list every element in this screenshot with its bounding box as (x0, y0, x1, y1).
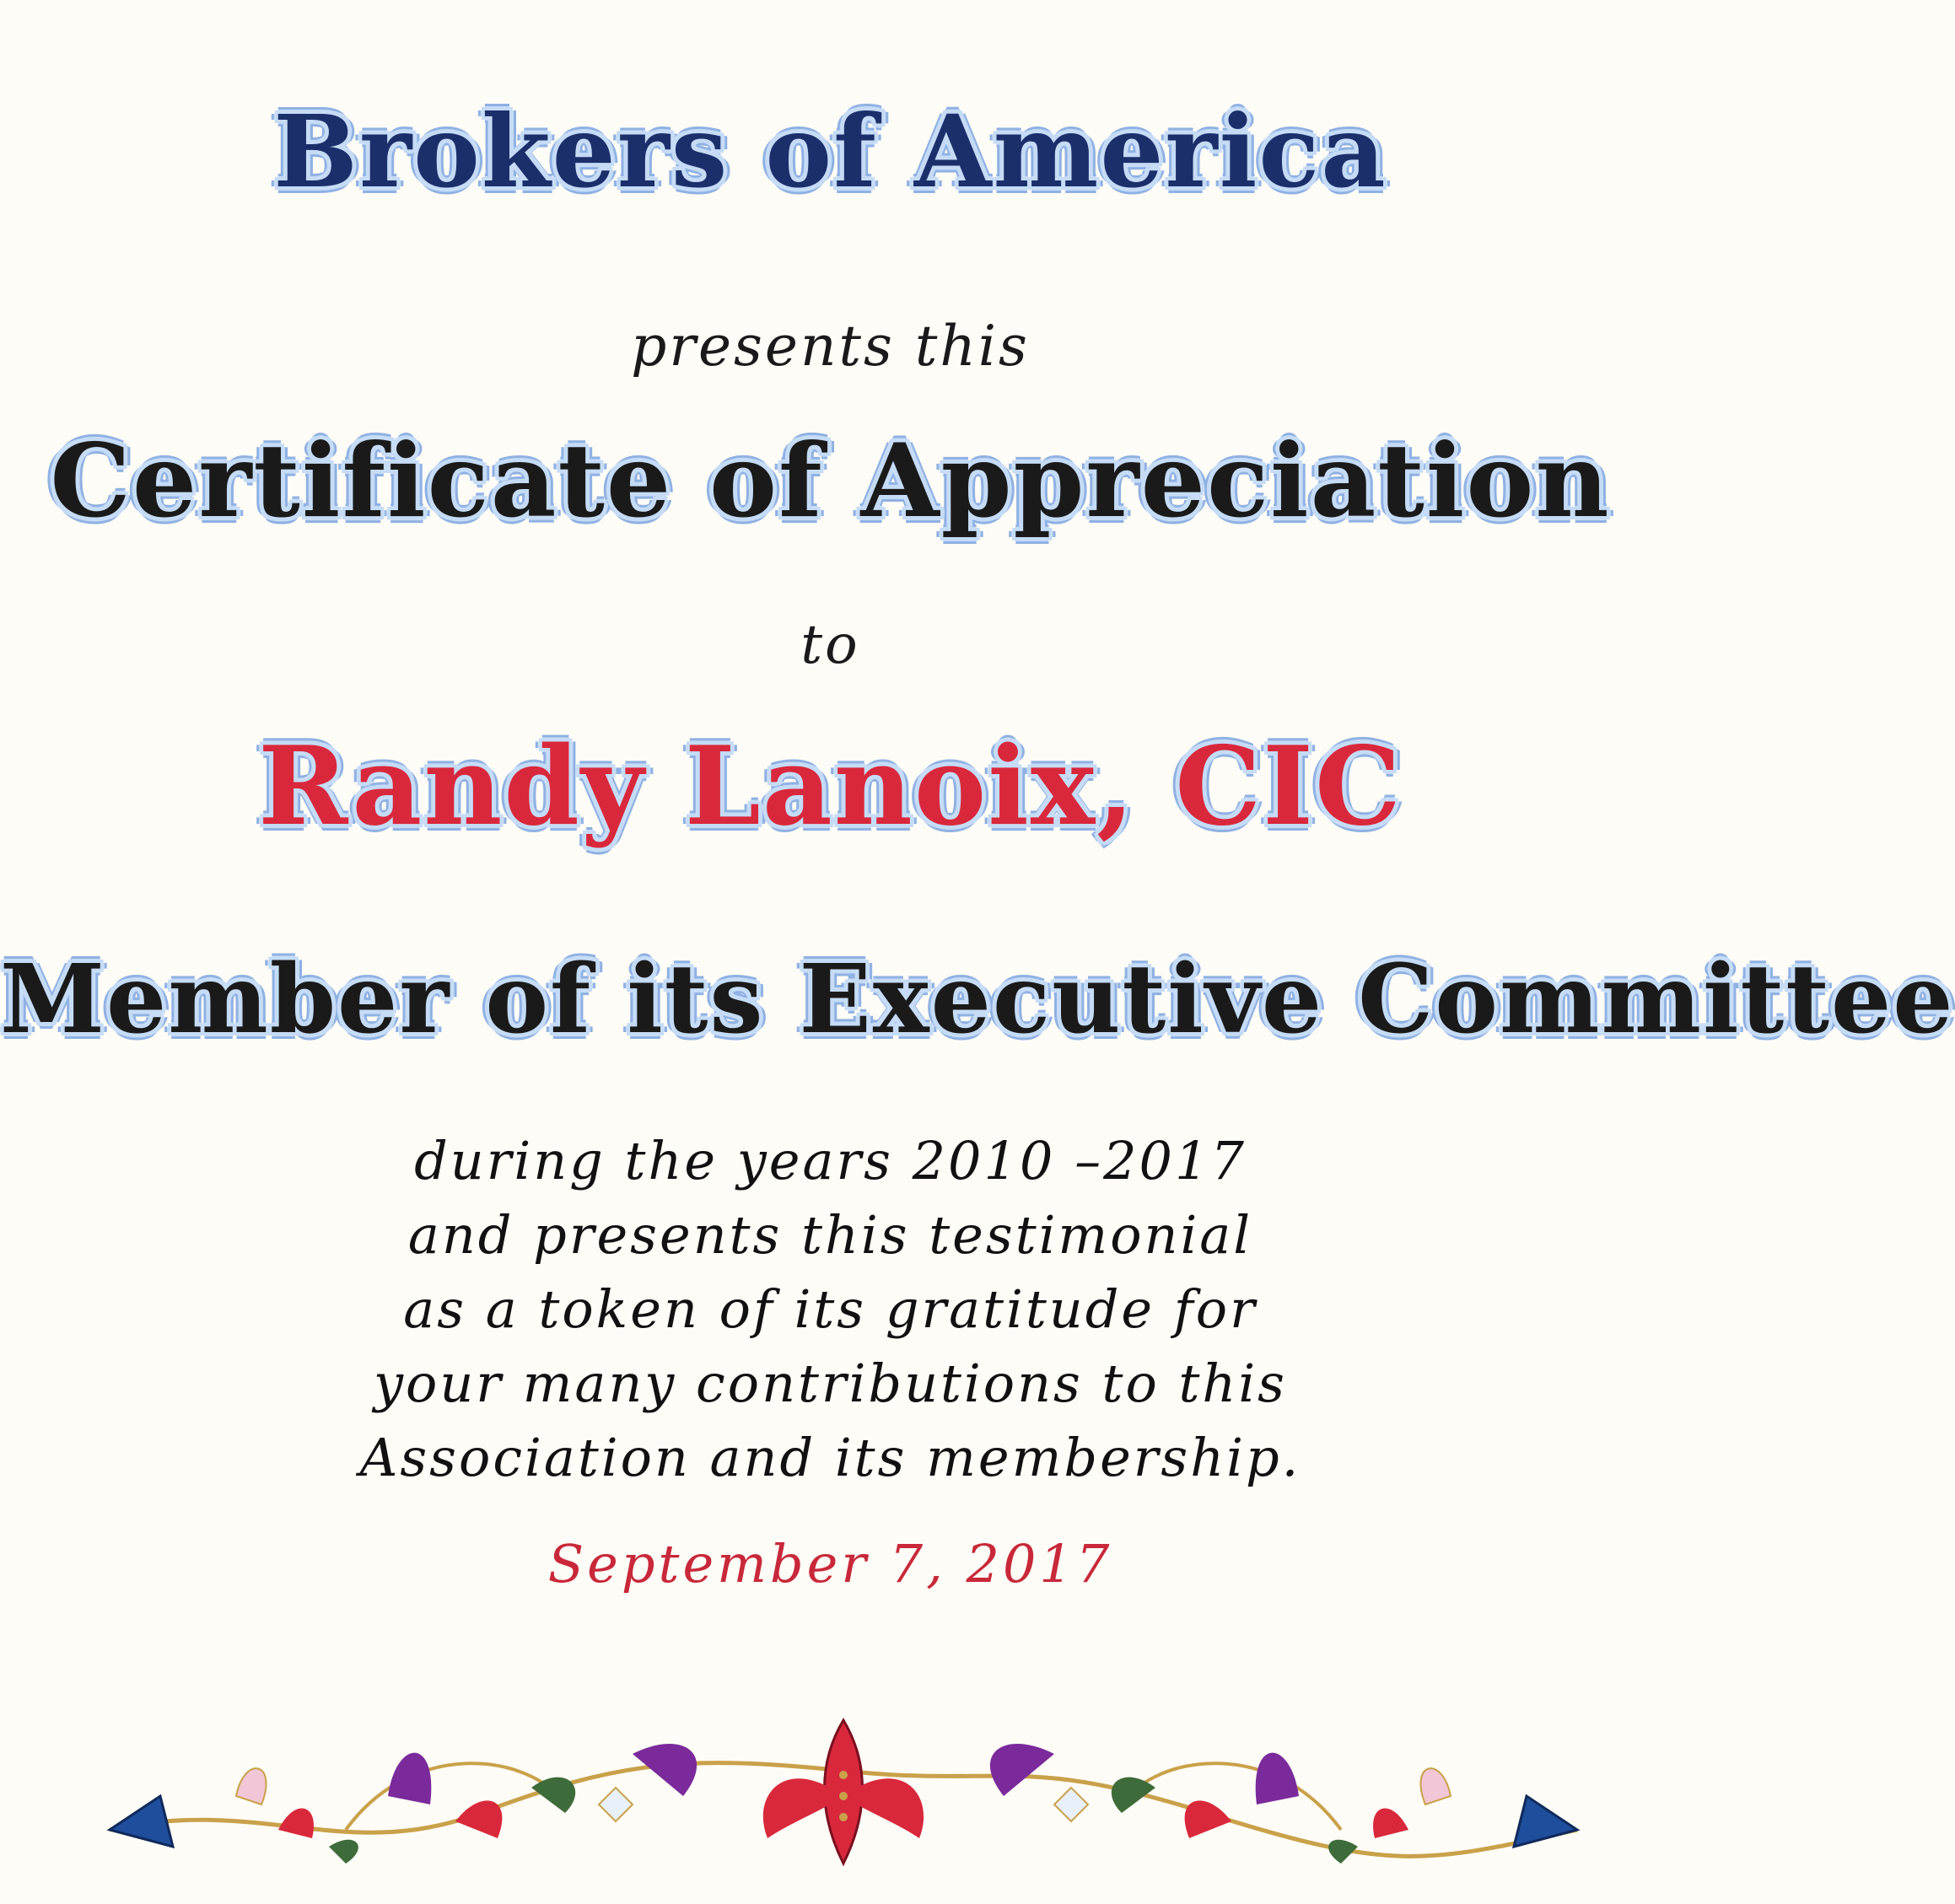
body-line-3: as a token of its gratitude for (403, 1278, 1258, 1340)
recipient-role-text: Member of its Executive Committee (0, 944, 1955, 1055)
certificate-date: September 7, 2017 (547, 1533, 1113, 1595)
white-flower (1054, 1788, 1088, 1821)
pink-petal (1420, 1768, 1451, 1804)
recipient-role (0, 944, 1955, 1055)
blue-flower-right (1514, 1796, 1577, 1847)
body-line-1: during the years 2010 –2017 (414, 1130, 1247, 1191)
recipient-name-text: Randy Lanoix, CIC (258, 723, 1403, 850)
body-line-2: and presents this testimonial (407, 1204, 1253, 1266)
body-line-5: Association and its membership. (359, 1427, 1301, 1488)
organization-name: Brokers of America (273, 93, 1387, 210)
purple-petal (388, 1753, 431, 1804)
floral-vine-border (93, 1703, 1594, 1872)
gold-dot (839, 1771, 848, 1779)
organization-heading (0, 93, 1661, 210)
blue-flower-left (110, 1796, 173, 1847)
red-leaf (1373, 1809, 1408, 1838)
purple-petal (990, 1744, 1054, 1796)
red-leaf (278, 1809, 314, 1838)
certificate-title-text: Certificate of Appreciation (50, 422, 1611, 541)
purple-petal (1256, 1753, 1299, 1804)
presents-line: presents this (631, 314, 1030, 379)
white-flower (599, 1788, 633, 1821)
red-leaf (1185, 1800, 1231, 1838)
gold-dot (839, 1792, 848, 1800)
to-line: to (800, 614, 860, 676)
gold-dot (839, 1813, 848, 1821)
green-leaf (531, 1778, 575, 1813)
certificate-title (0, 422, 1661, 541)
green-leaf (329, 1840, 358, 1864)
pink-petal (236, 1768, 267, 1804)
recipient-name (0, 723, 1661, 850)
body-line-4: your many contributions to this (373, 1353, 1287, 1414)
red-leaf (455, 1800, 502, 1838)
